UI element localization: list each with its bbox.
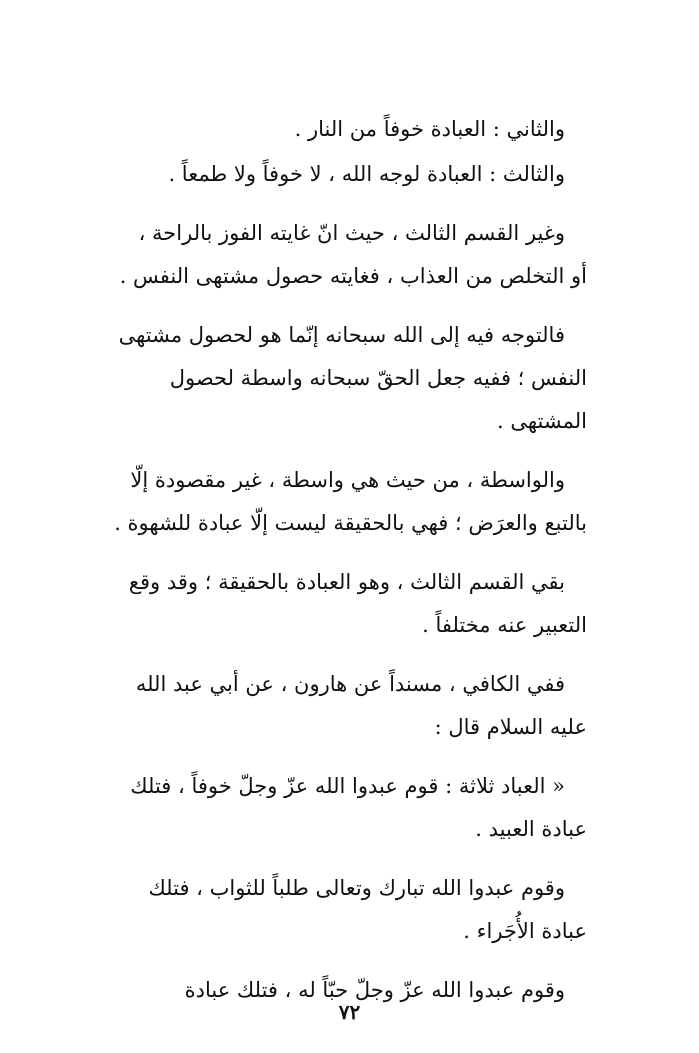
paragraph-intermediary: [52, 459, 587, 545]
text-line: التعبير عنه مختلفاً .: [422, 613, 587, 637]
page-number: ٧٢: [338, 1000, 361, 1024]
paragraph-hadith-hirelings: [52, 867, 587, 953]
text-line: المشتهى .: [497, 409, 587, 433]
text-line: بقي القسم الثالث ، وهو العبادة بالحقيقة ؛ وقد وقع: [128, 570, 565, 594]
text-line: وقوم عبدوا الله عزّ وجلّ حبّاً له ، فتلك عبادة: [184, 978, 565, 1002]
text-line: عليه السلام قال :: [434, 715, 587, 739]
paragraph-third-type: [52, 153, 587, 196]
paragraph-second-type: [52, 108, 587, 151]
text-line: فالتوجه فيه إلى الله سبحانه إنّما هو لحصول مشتهى: [118, 323, 565, 347]
text-line: والثاني : العبادة خوفاً من النار .: [294, 117, 565, 141]
text-line: وقوم عبدوا الله تبارك وتعالى طلباً للثواب ، فتلك: [148, 876, 565, 900]
text-line: النفس ؛ ففيه جعل الحقّ سبحانه واسطة لحصول: [169, 366, 587, 390]
text-line: بالتبع والعرَض ؛ فهي بالحقيقة ليست إلّا عبادة للشهوة .: [114, 511, 587, 535]
paragraph-hadith-slaves: [52, 765, 587, 851]
page-body-text: [52, 108, 587, 1028]
text-line: عبادة العبيد .: [475, 817, 587, 841]
paragraph-turning-to-god: [52, 314, 587, 443]
paragraph-other-than-third: [52, 212, 587, 298]
text-line: وغير القسم الثالث ، حيث انّ غايته الفوز بالراحة ،: [138, 221, 565, 245]
paragraph-remaining-third: [52, 561, 587, 647]
text-line: عبادة الأُجَراء .: [463, 919, 587, 943]
paragraph-al-kafi-narration: [52, 663, 587, 749]
text-line: والثالث : العبادة لوجه الله ، لا خوفاً ولا طمعاً .: [168, 162, 565, 186]
text-line: « العباد ثلاثة : قوم عبدوا الله عزّ وجلّ خوفاً ، فتلك: [130, 774, 565, 798]
text-line: ففي الكافي ، مسنداً عن هارون ، عن أبي عبد الله: [135, 672, 565, 696]
text-line: أو التخلص من العذاب ، فغايته حصول مشتهى النفس .: [119, 264, 587, 288]
text-line: والواسطة ، من حيث هي واسطة ، غير مقصودة إلّا: [130, 468, 565, 492]
